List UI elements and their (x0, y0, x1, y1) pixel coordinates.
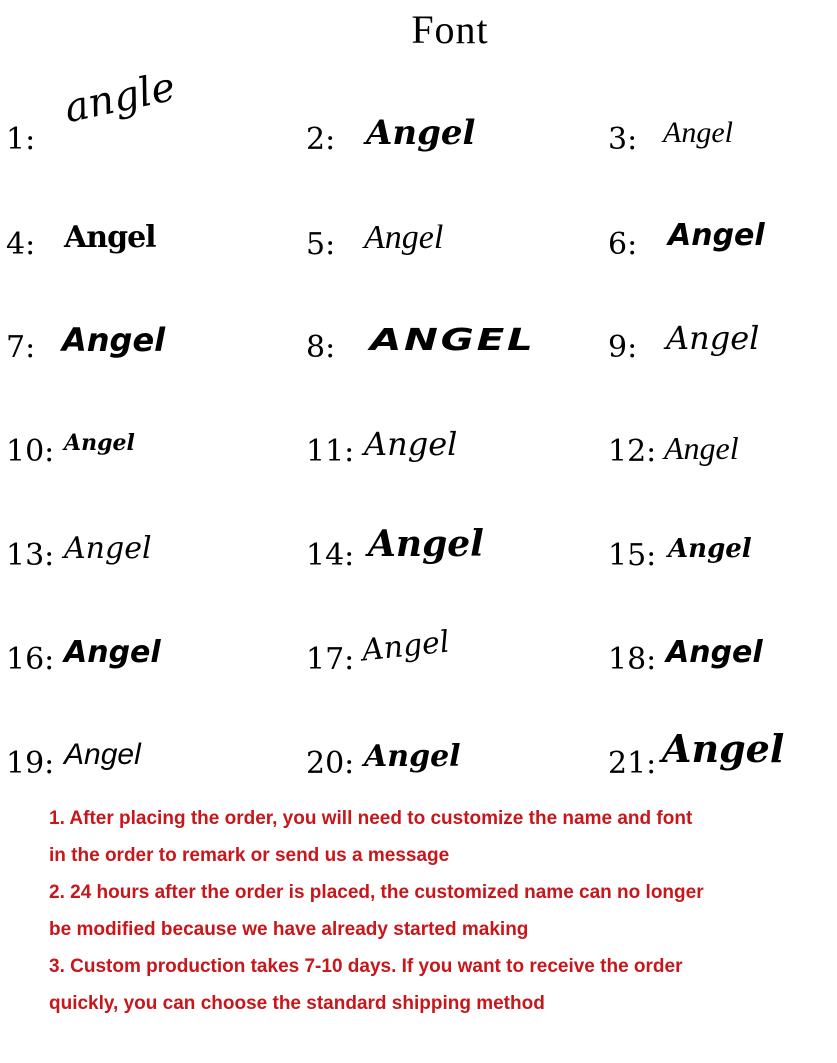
font-option-20 (306, 684, 606, 781)
font-option-13 (6, 476, 306, 573)
font-sample: Angel (368, 523, 484, 565)
font-sample: Angel (64, 430, 135, 456)
font-number: 8: (306, 330, 336, 365)
font-sample: Angel (663, 116, 733, 149)
font-number: 5: (306, 227, 336, 262)
font-sample: Angel (360, 624, 452, 669)
font-number: 11: (306, 434, 355, 469)
font-option-10 (6, 372, 306, 469)
font-option-16 (6, 580, 306, 677)
font-option-14 (306, 476, 606, 573)
font-number: 20: (306, 746, 355, 781)
font-sample: ANGEL (370, 323, 536, 358)
font-number: 7: (6, 330, 36, 365)
note-line: be modified because we have already started making (49, 919, 529, 940)
font-number: 9: (608, 330, 638, 365)
font-sample: Angel (364, 739, 461, 774)
font-option-2 (306, 60, 606, 157)
order-notes (49, 800, 819, 1022)
font-sample: Angel (64, 738, 141, 771)
font-sample: Angel (64, 531, 152, 566)
note-line: 3. Custom production takes 7-10 days. If you want to receive the order (49, 956, 683, 977)
font-option-18 (608, 580, 837, 677)
font-option-15 (608, 476, 837, 573)
font-option-17 (306, 580, 606, 677)
font-number: 17: (306, 642, 355, 677)
page-title: Font (411, 7, 489, 52)
font-number: 19: (6, 746, 55, 781)
font-number: 6: (608, 227, 638, 262)
note-line: in the order to remark or send us a message (49, 845, 450, 866)
font-sample: Angel (668, 534, 752, 564)
font-option-21 (608, 684, 837, 781)
font-number: 16: (6, 642, 55, 677)
font-sample: Angel (364, 425, 458, 463)
font-number: 10: (6, 434, 55, 469)
font-sample: Angel (364, 219, 444, 256)
font-sample: Angel (64, 220, 156, 255)
font-option-6 (608, 165, 837, 262)
font-option-4 (6, 165, 306, 262)
font-option-1 (6, 60, 306, 157)
font-sample: angle (60, 63, 180, 133)
font-sample: Angel (664, 430, 739, 466)
font-option-8 (306, 268, 606, 365)
note-line: 1. After placing the order, you will need to customize the name and font (49, 808, 693, 829)
font-sample: Angel (64, 635, 161, 670)
font-sample: Angel (366, 113, 476, 153)
font-sample: Angel (668, 218, 765, 253)
font-number: 18: (608, 642, 657, 677)
font-number: 3: (608, 122, 638, 157)
font-option-7 (6, 268, 306, 365)
font-number: 4: (6, 227, 36, 262)
note-line: 2. 24 hours after the order is placed, the customized name can no longer (49, 882, 704, 903)
font-number: 15: (608, 538, 657, 573)
font-number: 1: (6, 122, 36, 157)
font-option-12 (608, 372, 837, 469)
font-number: 14: (306, 538, 355, 573)
font-number: 12: (608, 434, 657, 469)
font-option-11 (306, 372, 606, 469)
font-number: 13: (6, 538, 55, 573)
font-sample: Angel (666, 635, 763, 670)
font-option-19 (6, 684, 306, 781)
font-sample: Angel (662, 726, 785, 771)
font-option-3 (608, 60, 837, 157)
font-option-9 (608, 268, 837, 365)
note-line: quickly, you can choose the standard shipping method (49, 993, 545, 1014)
font-number: 21: (608, 746, 657, 781)
font-sample: Angel (62, 321, 166, 359)
font-option-5 (306, 165, 606, 262)
font-sample: Angel (666, 319, 760, 357)
font-number: 2: (306, 122, 336, 157)
